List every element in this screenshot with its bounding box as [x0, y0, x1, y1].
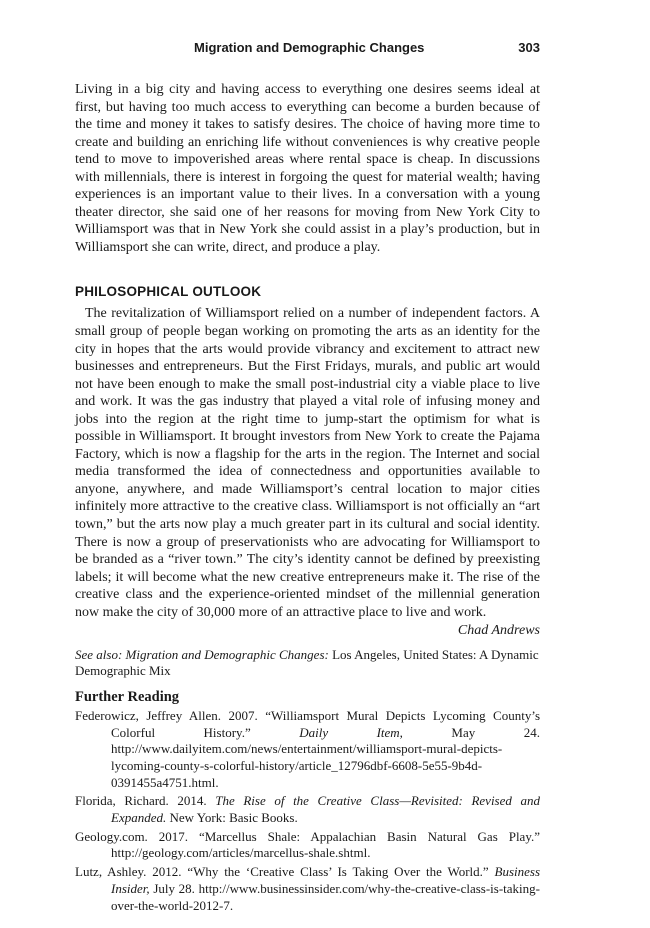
further-reading-heading: Further Reading — [75, 688, 180, 705]
reference-text: Lutz, Ashley. 2012. “Why the ‘Creative Class’ Is Taking Over the World.” — [75, 864, 495, 880]
author-signature: Chad Andrews — [457, 623, 540, 639]
see-also-text: Los Angeles, United States: A Dynamic Demographic Mix — [75, 646, 539, 679]
outlook-paragraph: The revitalization of Williamsport relied on a number of independent factors. A small group of people began working on promoting the arts as an identity for the city in hopes that the arts would provide vibrancy and excitement to attract new businesses and entrepreneurs. But the First Fridays, murals, and public art would not have been enough to make the small post-industrial city a viable place to live and work. It was the gas industry that played a vital role of infusing money and jobs into the region at the right time to jump-start the optimism for what is possible in Williamsport. It brought investors from New York to create the Pajama Factory, which is now a flagship for the arts in the region. The Internet and social media transformed the idea of connectedness and opportunities available to anyone, anywhere, and made Williamsport’s central location to major cities infinitely more attractive to the creative class. Williamsport is not officially an “art town,” but the arts now play a much greater part in its cultural and social identity. There is now a group of preservationists who are advocating for Williamsport to be branded as a “river town.” The city’s identity cannot be defined by preexisting labels; it will become what the new creative entrepreneurs make it. The rise of the creative class and the experience-oriented mindset of the millennial generation now make the city of 30,000 more of an attractive place to live and work. — [75, 306, 540, 620]
page-number: 303 — [518, 40, 540, 55]
reference-text: Florida, Richard. 2014. — [75, 793, 216, 809]
intro-paragraph: Living in a big city and having access to everything one desires seems ideal at first, but having too much access to everything can become a burden because of the time and money it takes to satisfy desires. The choice of having more time to create and building an enriching life without conveniences is why creative people tend to move to impoverished areas where rental space is cheap. In discussions with millennials, there is interest in forgoing the quest for material wealth; having experiences is an important value to their lives. In a conversation with a young theater director, she said one of her reasons for moving from New York City to Williamsport was that in New York she could assist in a play’s production, but in Williamsport she can write, direct, and produce a play. — [75, 82, 540, 255]
reference-entry — [75, 829, 540, 862]
reference-details: May 24. http://www.dailyitem.com/news/entertainment/williamsport-mural-depicts-lycoming-county-s-colorful-history/article_12796dbf-6608-5e55-9b4d-0391455a4751.html. — [111, 724, 540, 790]
reference-details: New York: Basic Books. — [166, 810, 298, 826]
see-also-label: See also: Migration and Demographic Changes: — [75, 646, 329, 662]
reference-source: The Rise of the Creative Class—Revisited: Revised and Expanded. — [111, 793, 540, 826]
reference-entry — [75, 793, 540, 826]
reference-entry — [75, 708, 540, 792]
reference-source: Business Insider, — [111, 864, 540, 896]
running-title: Migration and Demographic Changes — [194, 40, 425, 55]
reference-text: Geology.com. 2017. “Marcellus Shale: Appalachian Basin Natural Gas Play.” http://geology.com/articles/marcellus-shale.shtml. — [75, 828, 540, 861]
reference-details: July 28. http://www.businessinsider.com/why-the-creative-class-is-taking-over-the-world-2012-7. — [111, 880, 540, 913]
reference-source: Daily Item, — [299, 724, 403, 740]
see-also — [75, 647, 540, 680]
main-content — [75, 81, 540, 916]
reference-entry — [75, 864, 540, 914]
reference-text: Federowicz, Jeffrey Allen. 2007. “Williamsport Mural Depicts Lycoming County’s Colorful History.” — [75, 707, 540, 740]
reference-list — [75, 708, 540, 914]
section-heading: PHILOSOPHICAL OUTLOOK — [75, 284, 262, 300]
